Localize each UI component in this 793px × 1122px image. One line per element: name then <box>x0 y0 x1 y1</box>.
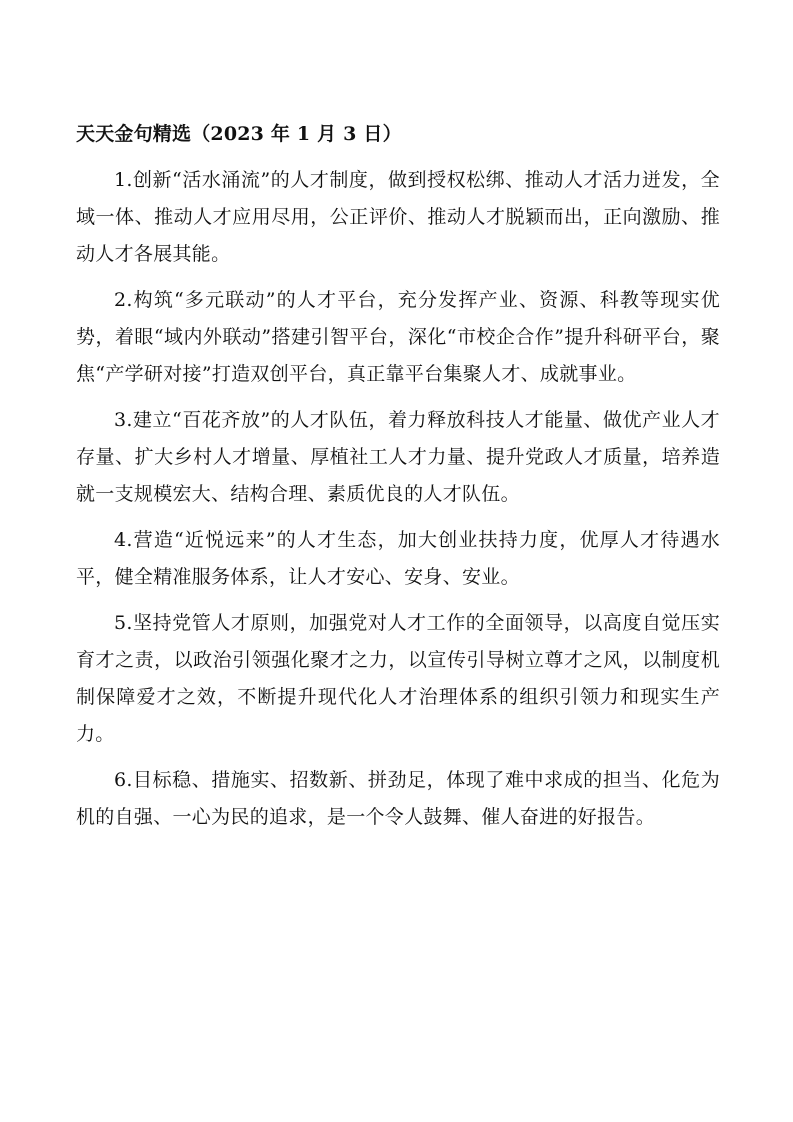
paragraph-2: 2.构筑“多元联动”的人才平台，充分发挥产业、资源、科教等现实优势，着眼“域内外联动”搭建引智平台，深化“市校企合作”提升科研平台，聚焦“产学研对接”打造双创平台，真正靠平台集聚人才、成就事业。 <box>76 289 720 385</box>
paragraph-4: 4.营造“近悦远来”的人才生态，加大创业扶持力度，优厚人才待遇水平，健全精准服务体系，让人才安心、安身、安业。 <box>76 529 720 588</box>
paragraph-5: 5.坚持党管人才原则，加强党对人才工作的全面领导，以高度自觉压实育才之责，以政治引领强化聚才之力，以宣传引导树立尊才之风，以制度机制保障爱才之效，不断提升现代化人才治理体系的组织引领力和现实生产力。 <box>76 612 720 745</box>
paragraph-3: 3.建立“百花齐放”的人才队伍，着力释放科技人才能量、做优产业人才存量、扩大乡村人才增量、厚植社工人才力量、提升党政人才质量，培养造就一支规模宏大、结构合理、素质优良的人才队伍。 <box>76 409 720 505</box>
paragraph-6: 6.目标稳、措施实、招数新、拼劲足，体现了难中求成的担当、化危为机的自强、一心为民的追求，是一个令人鼓舞、催人奋进的好报告。 <box>76 769 720 828</box>
paragraph-1: 1.创新“活水涌流”的人才制度，做到授权松绑、推动人才活力迸发，全域一体、推动人才应用尽用，公正评价、推动人才脱颖而出，正向激励、推动人才各展其能。 <box>76 169 720 265</box>
document-title: 天天金句精选（2023 年 1 月 3 日） <box>76 123 402 145</box>
document-body <box>76 115 720 845</box>
